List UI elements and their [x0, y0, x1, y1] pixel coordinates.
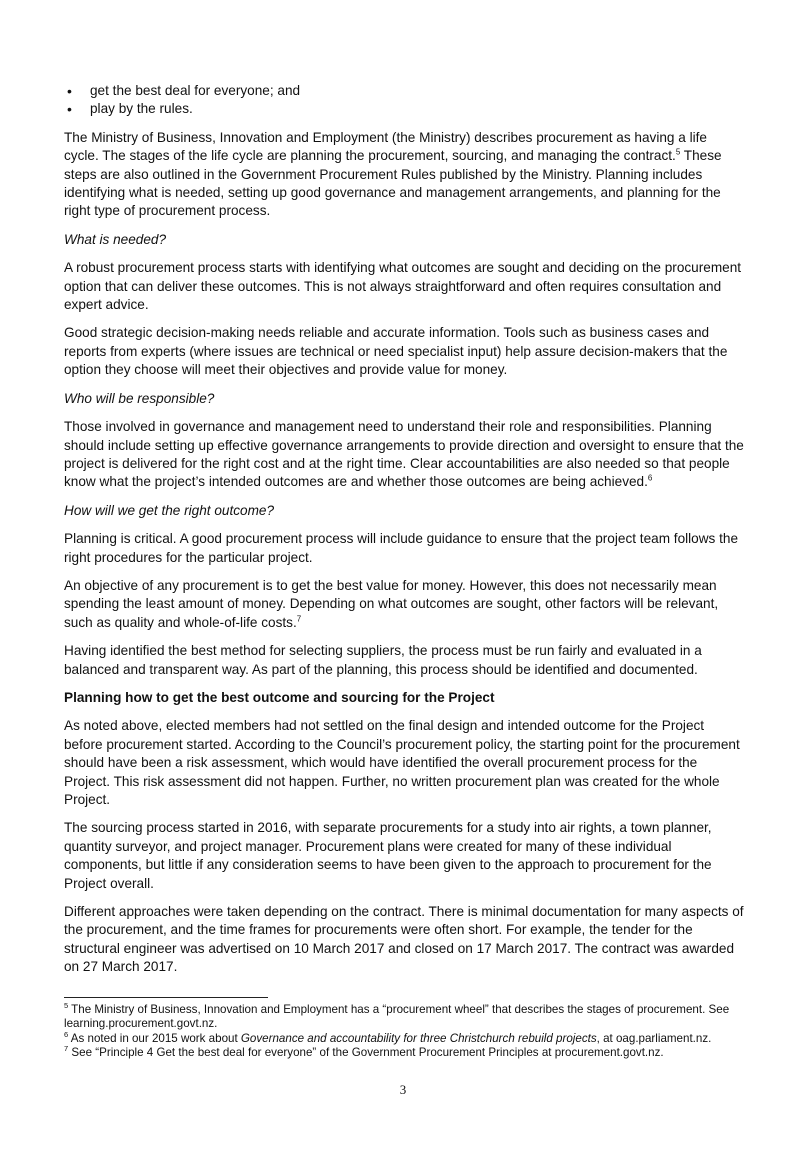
footnote-report-title: Governance and accountability for three Christchurch rebuild projects: [240, 1031, 597, 1045]
list-item: • play by the rules.: [64, 100, 744, 118]
footnote-number: 7: [64, 1044, 69, 1054]
footnotes: [64, 1003, 744, 1060]
subheading-what-needed: What is needed?: [64, 231, 167, 247]
subheading-responsible: Who will be responsible?: [64, 390, 215, 406]
paragraph: [64, 418, 744, 492]
paragraph: Having identified the best method for selecting suppliers, the process must be run fairly and evaluated in a balanced and transparent way. As part of the planning, this process should be identified and documented.: [64, 643, 702, 677]
footnote-7: [64, 1046, 744, 1060]
footnote-number: 6: [64, 1029, 69, 1039]
responsible-text: Those involved in governance and management need to understand their role and responsibilities. Planning should include setting up effective governance arrangements to provide direction and oversight to ensure that the project is delivered for the right cost and at the right time. Clear accountabilities are also needed so that people know what the project’s intended outcomes are and whether those outcomes are being achieved.: [64, 419, 744, 490]
outcome-text: An objective of any procurement is to get the best value for money. However, this does not necessarily mean spending the least amount of money. Depending on what outcomes are sought, other factors will be relevant, such as quality and whole-of-life costs.: [64, 577, 719, 630]
footnote-text: , at oag.parliament.nz.: [596, 1031, 712, 1045]
paragraph: As noted above, elected members had not settled on the final design and intended outcome for the Project before procurement started. According to the Council’s procurement policy, the starting point for the procurement should have been a risk assessment, which would have identified the overall procurement process for the Project. This risk assessment did not happen. Further, no written procurement plan was created for the whole Project.: [64, 718, 740, 807]
document-body: [64, 82, 744, 987]
footnote-ref-5: 5: [675, 147, 681, 157]
footnote-number: 5: [64, 1001, 69, 1011]
footnote-5: [64, 1003, 744, 1032]
paragraph: The sourcing process started in 2016, with separate procurements for a study into air rights, a town planner, quantity surveyor, and project manager. Procurement plans were created for many of these individual components, but little if any consideration seems to have been given to the approach to procurement for the Project overall.: [64, 820, 712, 891]
footnote-ref-6: 6: [647, 473, 653, 483]
section-heading: Planning how to get the best outcome and sourcing for the Project: [64, 689, 495, 705]
paragraph: [64, 577, 744, 632]
subheading-outcome: How will we get the right outcome?: [64, 502, 275, 518]
intro-text-1: The Ministry of Business, Innovation and Employment (the Ministry) describes procurement as having a life cycle. The stages of the life cycle are planning the procurement, sourcing, and managing the contract.: [64, 129, 707, 164]
footnote-text: The Ministry of Business, Innovation and Employment has a “procurement wheel” that describes the stages of procurement. See learning.procurement.govt.nz.: [64, 1003, 730, 1031]
list-item: • get the best deal for everyone; and: [64, 82, 744, 100]
footnote-text: As noted in our 2015 work about: [68, 1031, 241, 1045]
intro-text-2: These steps are also outlined in the Government Procurement Rules published by the Ministry. Planning includes identifying what is needed, setting up good governance and management arrangements, and planning for the right type of procurement process.: [64, 148, 722, 219]
bullet-list: [64, 82, 744, 119]
paragraph: Good strategic decision-making needs reliable and accurate information. Tools such as business cases and reports from experts (where issues are technical or need specialist input) help assure decision-makers that the option they choose will meet their objectives and provide value for money.: [64, 325, 728, 378]
intro-paragraph: [64, 129, 744, 221]
paragraph: Planning is critical. A good procurement process will include guidance to ensure that the project team follows the right procedures for the particular project.: [64, 531, 739, 565]
paragraph: A robust procurement process starts with identifying what outcomes are sought and deciding on the procurement option that can deliver these outcomes. This is not always straightforward and often requires consultation and expert advice.: [64, 260, 742, 313]
footnote-ref-7: 7: [296, 614, 302, 624]
footnote-separator: [64, 997, 268, 998]
page-number: 3: [399, 1082, 407, 1097]
paragraph: Different approaches were taken depending on the contract. There is minimal documentation for many aspects of the procurement, and the time frames for procurements were often short. For example, the tender for the structural engineer was advertised on 10 March 2017 and closed on 17 March 2017. The contract was awarded on 27 March 2017.: [64, 904, 744, 975]
footnote-6: [64, 1029, 744, 1046]
footnote-text: See “Principle 4 Get the best deal for everyone” of the Government Procurement Principles at procurement.govt.nz.: [68, 1045, 664, 1059]
